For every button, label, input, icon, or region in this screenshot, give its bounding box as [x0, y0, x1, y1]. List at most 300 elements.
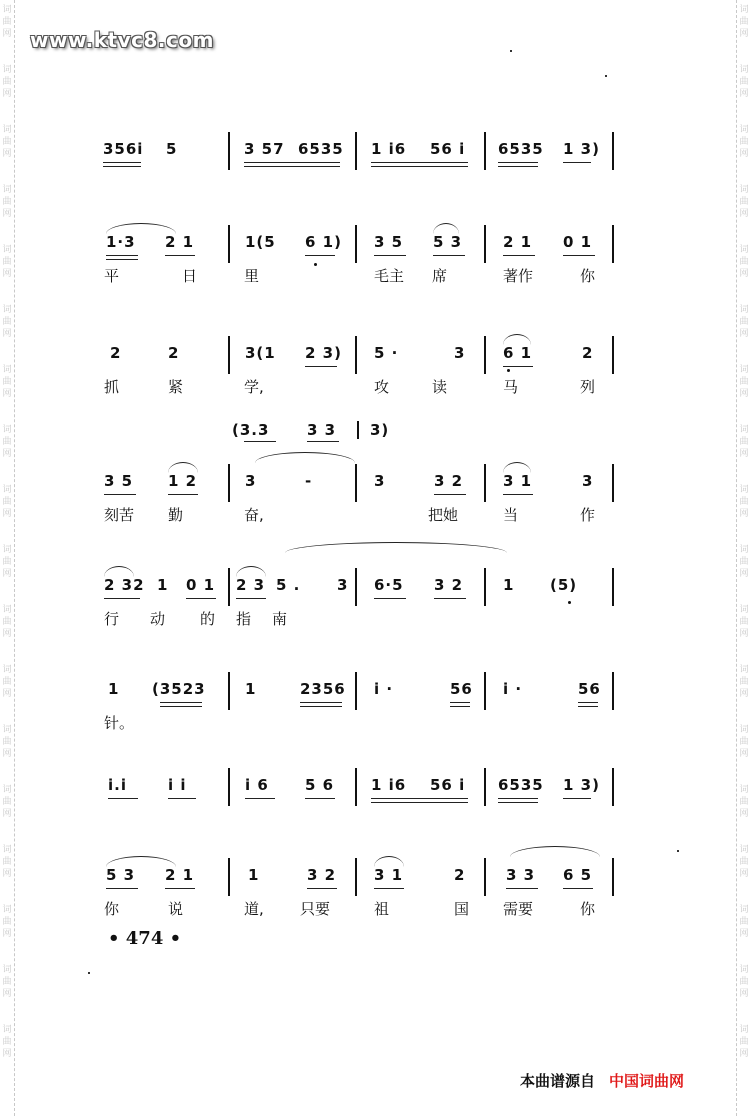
lyric: 日: [182, 267, 198, 285]
side-watermark-char: 曲: [2, 737, 12, 747]
underline: [106, 888, 138, 889]
note-group: 3: [454, 344, 466, 362]
low-octave-dot: [507, 369, 510, 372]
side-watermark-char: 网: [2, 209, 12, 219]
lyric: 毛主: [374, 267, 405, 285]
bar-line: [228, 672, 230, 710]
bar-line: [228, 768, 230, 806]
underline: [305, 366, 337, 367]
side-watermark-char: 网: [2, 689, 12, 699]
note-group: 3): [370, 421, 390, 439]
bar-line: [612, 132, 614, 170]
side-watermark-char: 曲: [2, 497, 12, 507]
side-watermark-char: 曲: [2, 77, 12, 87]
side-watermark-char: 网: [2, 629, 12, 639]
side-watermark-char: 词: [2, 245, 12, 255]
note-group: 2 3): [305, 344, 342, 362]
side-watermark-char: 曲: [739, 257, 749, 267]
side-watermark-block: [0, 0, 14, 60]
side-watermark-char: 曲: [2, 257, 12, 267]
bar-line: [612, 858, 614, 896]
low-octave-dot: [568, 601, 571, 604]
side-watermark-char: 网: [739, 629, 749, 639]
note-group: 2 3: [236, 576, 266, 594]
underline: [108, 798, 138, 799]
underline: [160, 702, 202, 707]
note-group: 5 .: [276, 576, 301, 594]
scan-speck: [605, 75, 607, 77]
note-group: 2 32: [104, 576, 145, 594]
underline: [434, 598, 466, 599]
side-watermark-char: 网: [2, 389, 12, 399]
note-group: 3: [374, 472, 386, 490]
note-group: 6·5: [374, 576, 404, 594]
bar-line: [355, 672, 357, 710]
scan-speck: [88, 972, 90, 974]
side-watermark-char: 词: [2, 185, 12, 195]
side-watermark-char: 曲: [739, 557, 749, 567]
underline: [371, 162, 468, 167]
underline: [104, 598, 140, 599]
side-watermark-char: 曲: [739, 377, 749, 387]
note-group: 1 i6: [371, 776, 407, 794]
bar-line: [228, 336, 230, 374]
lyric: 攻: [374, 378, 390, 396]
note-group: 2: [582, 344, 594, 362]
note-group: i 6: [245, 776, 269, 794]
underline: [498, 162, 538, 167]
side-watermark-char: 曲: [739, 137, 749, 147]
bar-line: [355, 336, 357, 374]
note-group: 3: [582, 472, 594, 490]
note-group: 1: [157, 576, 169, 594]
side-watermark-char: 词: [739, 305, 749, 315]
note-group: 56: [450, 680, 473, 698]
note-group: 6535: [498, 776, 544, 794]
note-group: 56: [578, 680, 601, 698]
side-watermark-char: 网: [2, 809, 12, 819]
side-watermark-char: 网: [739, 749, 749, 759]
underline: [168, 494, 198, 495]
side-watermark-char: 网: [739, 1049, 749, 1059]
bar-line: [612, 768, 614, 806]
side-watermark-char: 曲: [2, 137, 12, 147]
note-group: 2: [110, 344, 122, 362]
bar-line: [484, 336, 486, 374]
note-group: 3 1: [374, 866, 404, 884]
side-watermark-char: 曲: [2, 977, 12, 987]
lyric: 读: [432, 378, 448, 396]
note-group: 6 1): [305, 233, 342, 251]
side-watermark-char: 网: [739, 89, 749, 99]
underline: [168, 798, 196, 799]
underline: [103, 162, 141, 167]
side-watermark-block: [0, 1020, 14, 1080]
underline: [374, 255, 406, 256]
side-watermark-char: 网: [739, 29, 749, 39]
side-watermark-char: 网: [2, 269, 12, 279]
lyric: 南: [272, 610, 288, 628]
side-watermark-char: 网: [739, 389, 749, 399]
bar-line: [612, 336, 614, 374]
side-watermark-char: 词: [739, 1025, 749, 1035]
side-watermark-char: 曲: [739, 797, 749, 807]
underline: [165, 888, 195, 889]
underline: [165, 255, 195, 256]
side-watermark-char: 词: [739, 785, 749, 795]
lyric: 指: [236, 610, 252, 628]
underline: [106, 255, 138, 260]
underline: [498, 798, 538, 803]
side-watermark-char: 网: [739, 929, 749, 939]
side-watermark-char: 曲: [739, 677, 749, 687]
note-group: 5 ·: [374, 344, 399, 362]
lyric: 你: [580, 267, 596, 285]
note-group: 2: [168, 344, 180, 362]
underline: [434, 494, 466, 495]
page-number: • 474 •: [108, 928, 182, 949]
side-watermark-char: 网: [739, 809, 749, 819]
underline: [300, 702, 342, 707]
side-watermark-char: 词: [739, 425, 749, 435]
side-watermark-char: 曲: [739, 737, 749, 747]
note-group: 1: [108, 680, 120, 698]
lyric: 只要: [300, 900, 331, 918]
note-group: 3 3: [506, 866, 536, 884]
underline: [305, 798, 335, 799]
note-group: 2 1: [503, 233, 533, 251]
note-group: 3: [245, 472, 257, 490]
bar-line: [355, 132, 357, 170]
lyric: 平: [104, 267, 120, 285]
lyric: 祖: [374, 900, 390, 918]
side-watermark-char: 曲: [739, 77, 749, 87]
bar-line: [355, 858, 357, 896]
side-watermark-char: 网: [2, 329, 12, 339]
bar-line: [228, 858, 230, 896]
bar-line: [484, 225, 486, 263]
side-watermark-char: 词: [2, 5, 12, 15]
side-watermark-char: 词: [2, 605, 12, 615]
lyric: 当: [503, 506, 519, 524]
note-group: (3523: [152, 680, 206, 698]
side-watermark-char: 网: [2, 569, 12, 579]
underline: [433, 255, 465, 256]
note-group: 3 57: [244, 140, 285, 158]
note-group: 1: [248, 866, 260, 884]
side-watermark-char: 曲: [739, 17, 749, 27]
side-watermark-char: 词: [2, 725, 12, 735]
side-watermark-char: 曲: [2, 317, 12, 327]
underline: [305, 255, 335, 256]
note-group: 3 3: [307, 421, 337, 439]
side-watermark-char: 曲: [2, 617, 12, 627]
side-watermark-char: 词: [2, 305, 12, 315]
note-group: 6535: [298, 140, 344, 158]
side-watermark-char: 词: [739, 185, 749, 195]
lyric: 席: [432, 267, 448, 285]
slur: [255, 452, 355, 463]
side-watermark-char: 网: [739, 269, 749, 279]
underline: [503, 494, 533, 495]
lyric: 紧: [168, 378, 184, 396]
side-watermark-char: 曲: [2, 437, 12, 447]
bar-line: [484, 768, 486, 806]
source-footer: [520, 1070, 684, 1091]
note-group: 1 i6: [371, 140, 407, 158]
side-watermark-char: 网: [2, 509, 12, 519]
lyric: 说: [168, 900, 184, 918]
bar-line: [612, 225, 614, 263]
side-watermark-char: 网: [739, 869, 749, 879]
side-watermark-char: 网: [2, 929, 12, 939]
note-group: 2 1: [165, 866, 195, 884]
lyric: 针。: [104, 714, 135, 732]
side-watermark-char: 网: [2, 149, 12, 159]
note-group: 2356: [300, 680, 346, 698]
bar-line: [228, 132, 230, 170]
underline: [307, 441, 339, 442]
lyric: 著作: [503, 267, 534, 285]
note-group: 1: [503, 576, 515, 594]
slur: [285, 542, 507, 553]
side-watermark-char: 词: [2, 965, 12, 975]
site-link[interactable]: 中国词曲网: [609, 1072, 685, 1090]
note-group: 1·3: [106, 233, 136, 251]
note-group: 0 1: [563, 233, 593, 251]
side-watermark-char: 曲: [2, 557, 12, 567]
note-group: 3 5: [374, 233, 404, 251]
source-label: 本曲谱源自: [520, 1072, 596, 1090]
note-group: i i: [168, 776, 187, 794]
note-group: 3 2: [307, 866, 337, 884]
side-watermark-char: 词: [2, 905, 12, 915]
note-group: 3 2: [434, 472, 464, 490]
note-group: 1 3): [563, 140, 600, 158]
note-group: 2: [454, 866, 466, 884]
side-watermark-char: 网: [739, 209, 749, 219]
side-watermark-char: 词: [739, 65, 749, 75]
side-watermark-char: 网: [739, 329, 749, 339]
lyric: 道,: [244, 900, 264, 918]
side-watermark-char: 曲: [2, 377, 12, 387]
side-watermark-char: 词: [2, 1025, 12, 1035]
side-watermark-char: 曲: [739, 317, 749, 327]
lyric: 学,: [244, 378, 264, 396]
note-group: 3(1: [245, 344, 276, 362]
note-group: 6535: [498, 140, 544, 158]
bar-line: [355, 225, 357, 263]
side-watermark-char: 词: [739, 545, 749, 555]
side-watermark-char: 词: [2, 545, 12, 555]
side-watermark-block: [0, 180, 14, 240]
note-group: 56 i: [430, 776, 466, 794]
underline: [186, 598, 216, 599]
side-watermark-char: 曲: [2, 917, 12, 927]
note-group: 3 5: [104, 472, 134, 490]
bar-line: [228, 464, 230, 502]
bar-line: [484, 672, 486, 710]
side-watermark-char: 词: [739, 365, 749, 375]
scan-speck: [677, 850, 679, 852]
side-watermark-block: [737, 0, 751, 60]
note-group: 1 2: [168, 472, 198, 490]
bar-line: [612, 464, 614, 502]
side-watermark-char: 词: [2, 485, 12, 495]
bar-line: [228, 225, 230, 263]
side-watermark-char: 词: [2, 365, 12, 375]
side-watermark-char: 词: [2, 125, 12, 135]
note-group: 1 3): [563, 776, 600, 794]
side-watermark-char: 网: [2, 449, 12, 459]
side-watermark-char: 曲: [739, 617, 749, 627]
side-watermark-char: 词: [739, 485, 749, 495]
side-watermark-char: 网: [2, 29, 12, 39]
underline: [244, 162, 340, 167]
lyric: 国: [454, 900, 470, 918]
underline: [563, 162, 591, 163]
side-watermark-char: 词: [739, 5, 749, 15]
lyric: 刻苦: [104, 506, 135, 524]
underline: [374, 598, 406, 599]
lyric: 需要: [503, 900, 534, 918]
bar-line: [612, 568, 614, 606]
side-watermark-block: [0, 960, 14, 1020]
side-watermark-char: 词: [739, 665, 749, 675]
bar-line: [484, 132, 486, 170]
side-watermark-char: 曲: [739, 197, 749, 207]
side-watermark-char: 网: [739, 509, 749, 519]
note-group: 3 1: [503, 472, 533, 490]
note-group: 1(5: [245, 233, 276, 251]
lyric: 奋,: [244, 506, 264, 524]
side-watermark-char: 网: [2, 89, 12, 99]
slur: [510, 846, 600, 857]
side-watermark-char: 曲: [739, 857, 749, 867]
lyric: 把她: [428, 506, 459, 524]
side-watermark-char: 曲: [739, 437, 749, 447]
underline: [506, 888, 538, 889]
side-watermark-block: [737, 180, 751, 240]
note-group: 5 3: [433, 233, 463, 251]
lyric: 的: [200, 610, 216, 628]
note-group: 2 1: [165, 233, 195, 251]
side-watermark-char: 词: [2, 785, 12, 795]
note-group: 56 i: [430, 140, 466, 158]
bar-line: [228, 568, 230, 606]
bar-line: [484, 464, 486, 502]
lyric: 马: [503, 378, 519, 396]
side-watermark-char: 曲: [739, 977, 749, 987]
side-watermark-char: 词: [739, 245, 749, 255]
lyric: 你: [580, 900, 596, 918]
underline: [563, 255, 595, 256]
side-watermark-char: 词: [2, 665, 12, 675]
bar-line: [355, 768, 357, 806]
side-watermark-char: 曲: [2, 857, 12, 867]
note-group: -: [305, 472, 313, 490]
note-group: i.i: [108, 776, 127, 794]
side-watermark-char: 网: [2, 869, 12, 879]
note-group: 6 5: [563, 866, 593, 884]
side-watermark-char: 网: [739, 689, 749, 699]
side-watermark-char: 曲: [739, 917, 749, 927]
side-watermark-char: 曲: [2, 17, 12, 27]
side-watermark-char: 词: [2, 845, 12, 855]
note-group: 0 1: [186, 576, 216, 594]
side-watermark-char: 曲: [739, 1037, 749, 1047]
side-watermark-char: 词: [739, 605, 749, 615]
side-watermark-char: 网: [2, 749, 12, 759]
lyric: 里: [244, 267, 260, 285]
side-watermark-char: 词: [739, 845, 749, 855]
side-watermark-block: [737, 960, 751, 1020]
side-watermark-char: 网: [739, 569, 749, 579]
underline: [450, 702, 470, 707]
site-watermark: www.ktvc8.com: [30, 28, 214, 52]
note-group: 5 3: [106, 866, 136, 884]
lyric: 作: [580, 506, 596, 524]
side-watermark-char: 网: [2, 989, 12, 999]
underline: [503, 255, 535, 256]
side-watermark-char: 词: [739, 965, 749, 975]
underline: [503, 366, 533, 367]
side-watermark-char: 曲: [2, 677, 12, 687]
underline: [244, 441, 276, 442]
underline: [307, 888, 337, 889]
underline: [104, 494, 136, 495]
note-group: 5: [166, 140, 178, 158]
note-group: 3 2: [434, 576, 464, 594]
bar-line: [355, 568, 357, 606]
note-group: 1: [245, 680, 257, 698]
side-watermark-char: 网: [739, 449, 749, 459]
lyric: 列: [580, 378, 596, 396]
note-group: i ·: [503, 680, 523, 698]
side-watermark-char: 词: [739, 725, 749, 735]
side-watermark-block: [0, 60, 14, 120]
bar-line: [484, 858, 486, 896]
underline: [236, 598, 266, 599]
note-group: 5 6: [305, 776, 335, 794]
underline: [371, 798, 468, 803]
lyric: 你: [104, 900, 120, 918]
bar-line: [355, 464, 357, 502]
side-watermark-char: 词: [739, 125, 749, 135]
side-watermark-char: 曲: [739, 497, 749, 507]
lyric: 勤: [168, 506, 184, 524]
side-watermark-char: 词: [2, 425, 12, 435]
side-watermark-char: 网: [739, 149, 749, 159]
bar-line: [484, 568, 486, 606]
note-group: 3: [337, 576, 349, 594]
lyric: 行: [104, 610, 120, 628]
note-group: (5): [550, 576, 578, 594]
bar-line: [612, 672, 614, 710]
underline: [374, 888, 404, 889]
note-group: i ·: [374, 680, 394, 698]
scan-speck: [510, 50, 512, 52]
underline: [563, 798, 591, 799]
underline: [245, 798, 275, 799]
side-watermark-char: 曲: [2, 797, 12, 807]
side-watermark-block: [737, 1020, 751, 1080]
underline: [563, 888, 593, 889]
side-watermark-char: 词: [739, 905, 749, 915]
underline: [578, 702, 598, 707]
side-watermark-char: 网: [2, 1049, 12, 1059]
side-watermark-block: [737, 60, 751, 120]
